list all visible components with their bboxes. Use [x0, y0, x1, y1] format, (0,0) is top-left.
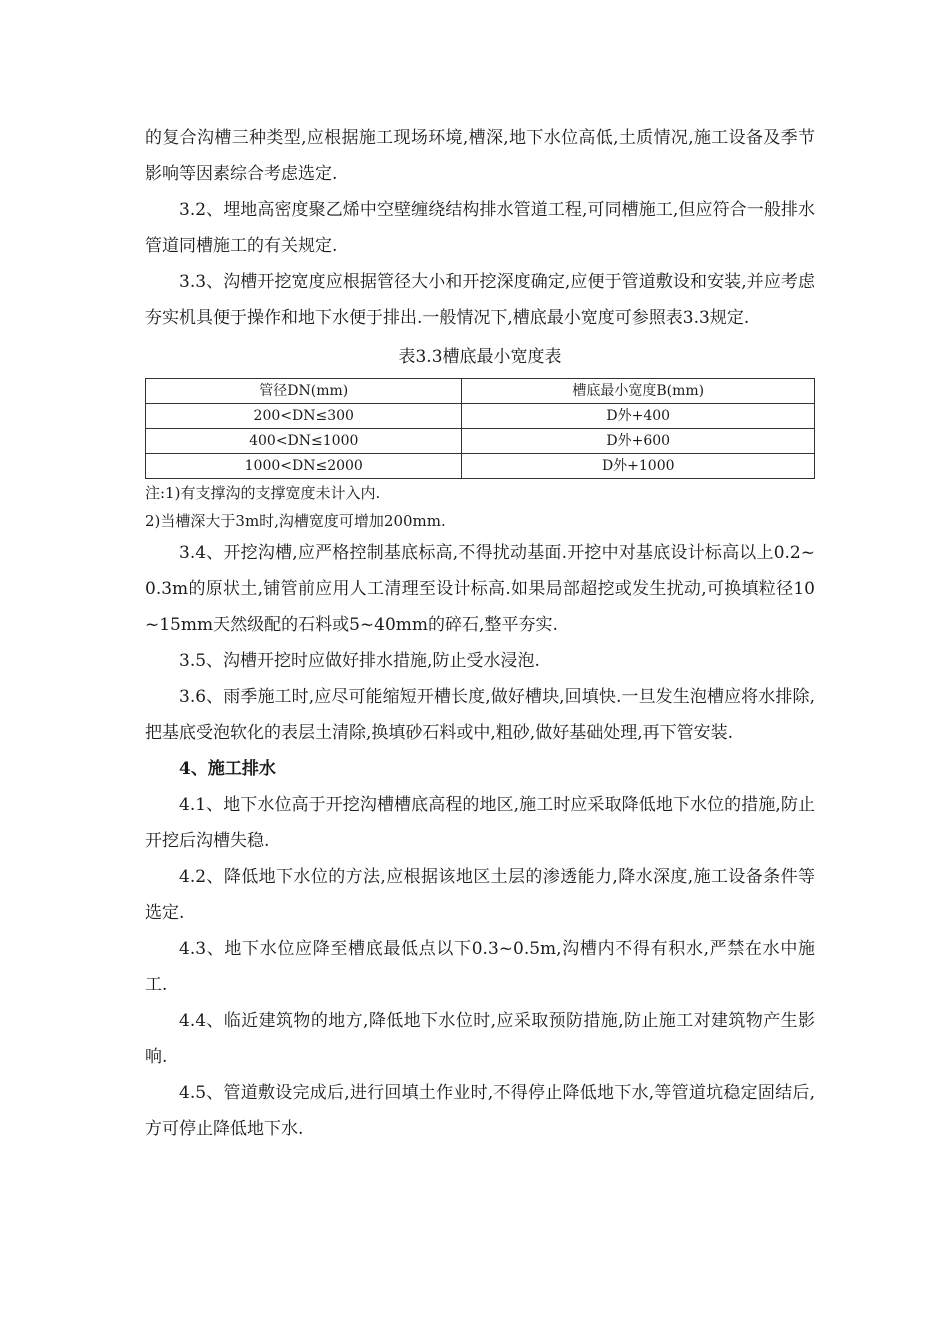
intro-paragraph: 的复合沟槽三种类型,应根据施工现场环境,槽深,地下水位高低,土质情况,施工设备及季节影响等因素综合考虑选定.	[145, 128, 815, 184]
table-cell: 200<DN≤300	[146, 404, 462, 429]
table-cell: D外+1000	[462, 454, 815, 479]
table-cell: 1000<DN≤2000	[146, 454, 462, 479]
paragraph-4-1: 4.1、地下水位高于开挖沟槽槽底高程的地区,施工时应采取降低地下水位的措施,防止开挖后沟槽失稳.	[145, 795, 815, 851]
table-cell: D外+400	[462, 404, 815, 429]
paragraph-3-5: 3.5、沟槽开挖时应做好排水措施,防止受水浸泡.	[179, 651, 540, 671]
table-note-1: 注:1)有支撑沟的支撑宽度未计入内.	[145, 484, 381, 502]
table-header-row	[146, 379, 815, 404]
table-row	[146, 429, 815, 454]
min-width-table	[145, 378, 815, 479]
paragraph-3-2: 3.2、埋地高密度聚乙烯中空壁缠绕结构排水管道工程,可同槽施工,但应符合一般排水管道同槽施工的有关规定.	[145, 200, 815, 256]
table-cell: 400<DN≤1000	[146, 429, 462, 454]
table-row	[146, 454, 815, 479]
paragraph-4-5: 4.5、管道敷设完成后,进行回填土作业时,不得停止降低地下水,等管道坑稳定固结后,方可停止降低地下水.	[145, 1083, 815, 1139]
table-caption: 表3.3槽底最小宽度表	[398, 347, 562, 367]
table-note-2: 2)当槽深大于3m时,沟槽宽度可增加200mm.	[145, 512, 446, 530]
paragraph-3-4: 3.4、开挖沟槽,应严格控制基底标高,不得扰动基面.开挖中对基底设计标高以上0.2~0.3m的原状土,铺管前应用人工清理至设计标高.如果局部超挖或发生扰动,可换填粒径10~15mm天然级配的石料或5~40mm的碎石,整平夯实.	[145, 543, 815, 635]
paragraph-3-3: 3.3、沟槽开挖宽度应根据管径大小和开挖深度确定,应便于管道敷设和安装,并应考虑夯实机具便于操作和地下水便于排出.一般情况下,槽底最小宽度可参照表3.3规定.	[145, 272, 815, 328]
table-cell: D外+600	[462, 429, 815, 454]
paragraph-4-3: 4.3、地下水位应降至槽底最低点以下0.3~0.5m,沟槽内不得有积水,严禁在水中施工.	[145, 939, 815, 995]
table-header-cell: 槽底最小宽度B(mm)	[462, 379, 815, 404]
paragraph-4-2: 4.2、降低地下水位的方法,应根据该地区土层的渗透能力,降水深度,施工设备条件等选定.	[145, 867, 815, 923]
table-header-cell: 管径DN(mm)	[146, 379, 462, 404]
paragraph-4-4: 4.4、临近建筑物的地方,降低地下水位时,应采取预防措施,防止施工对建筑物产生影响.	[145, 1011, 815, 1067]
document-page	[145, 120, 815, 1147]
section-4-heading: 4、施工排水	[179, 759, 276, 779]
table-row	[146, 404, 815, 429]
paragraph-3-6: 3.6、雨季施工时,应尽可能缩短开槽长度,做好槽块,回填快.一旦发生泡槽应将水排除,把基底受泡软化的表层土清除,换填砂石料或中,粗砂,做好基础处理,再下管安装.	[145, 687, 815, 743]
